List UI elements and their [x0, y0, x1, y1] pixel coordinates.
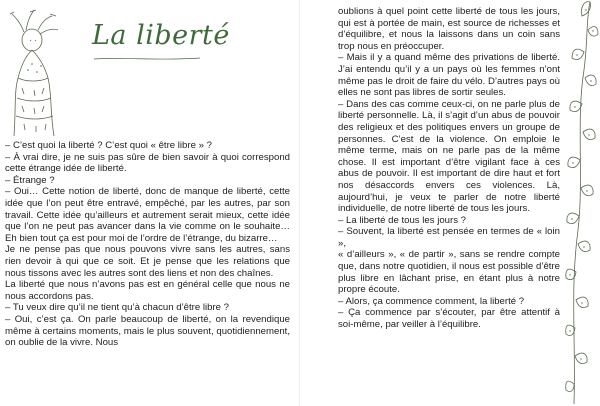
- right-page: [300, 0, 600, 406]
- paragraph: – Souvent, la liberté est pensée en termes de « loin »,: [338, 226, 560, 249]
- paragraph: – Mais il y a quand même des privations de liberté. J’ai entendu qu’il y a un pays où les femmes n’ont même pas le droit de faire du vélo. D’autres pays où elles ne sont pas libres de sortir seules.: [338, 52, 560, 99]
- paragraph: – Tu veux dire qu’il ne tient qu’à chacun d’être libre ?: [5, 302, 229, 314]
- paragraph: – La liberté de tous les jours ?: [338, 214, 466, 226]
- left-page-text: [5, 140, 290, 349]
- paragraph: – Ça commence par s’écouter, par être attentif à soi-même, par veiller à l’équilibre.: [338, 307, 560, 331]
- paragraph: La liberté que nous n’avons pas est en général celle que nous ne nous accordons pas.: [5, 279, 290, 302]
- paragraph: oublions à quel point cette liberté de tous les jours, qui est à portée de main, est source de richesses et d’équilibre, et nous la laissons dans un coin sans trop nous en préoccuper.: [338, 6, 560, 52]
- page-title: La liberté: [92, 20, 230, 51]
- paragraph: – Oui, c’est ça. On parle beaucoup de liberté, on la revendique même à certains moments, mais le plus souvent, quotidiennement, on oublie de la vivre. Nous: [5, 313, 290, 349]
- paragraph: – Oui… Cette notion de liberté, donc de manque de liberté, cette idée que l’on peut être entravé, empêché, par les autres, par son travail. Cette idée qu’ailleurs et autrement serait mieux, cette idée que l’on ne peut pas avancer dans la vie comme on le souhaite… Eh bien tout ça est pour moi de l’ordre de l’étrange, du bizarre…: [5, 186, 290, 244]
- title-flourish: [92, 56, 202, 62]
- paragraph: – À vrai dire, je ne suis pas sûre de bien savoir à quoi correspond cette étrange idée de liberté.: [5, 151, 290, 175]
- paragraph: – C’est quoi la liberté ? C’est quoi « être libre » ?: [5, 140, 212, 151]
- paragraph: Je ne pense pas que nous pouvons vivre sans les autres, sans rien devoir à qui que ce soit. Et je pense que les relations que nous tissons avec les autres sont des liens et non des chaînes.: [5, 244, 290, 279]
- paragraph: – Dans des cas comme ceux-ci, on ne parle plus de liberté personnelle. Là, il s’agit d’un abus de pouvoir des religieux et des politiques envers un groupe de personnes. C’est de la violence. On emploie le même terme, mais on ne parle pas de la même chose. Il est important d’être vigilant face à ces abus de pouvoir. Il est important de dire haut et fort nos désaccords envers ces violences. Là, aujourd’hui, je veux te parler de notre liberté individuelle, de notre liberté de tous les jours.: [338, 98, 560, 215]
- paragraph: – Étrange ?: [5, 174, 55, 186]
- sketched-figure-icon: [4, 8, 66, 138]
- leafy-vine-icon: [564, 0, 600, 406]
- right-page-text: [338, 6, 560, 331]
- paragraph: « d’ailleurs », « de partir », sans se rendre compte que, dans notre quotidien, il nous est possible d’être plus libre en lâchant prise, en étant plus à notre propre écoute.: [338, 249, 560, 296]
- paragraph: – Alors, ça commence comment, la liberté ?: [338, 295, 525, 307]
